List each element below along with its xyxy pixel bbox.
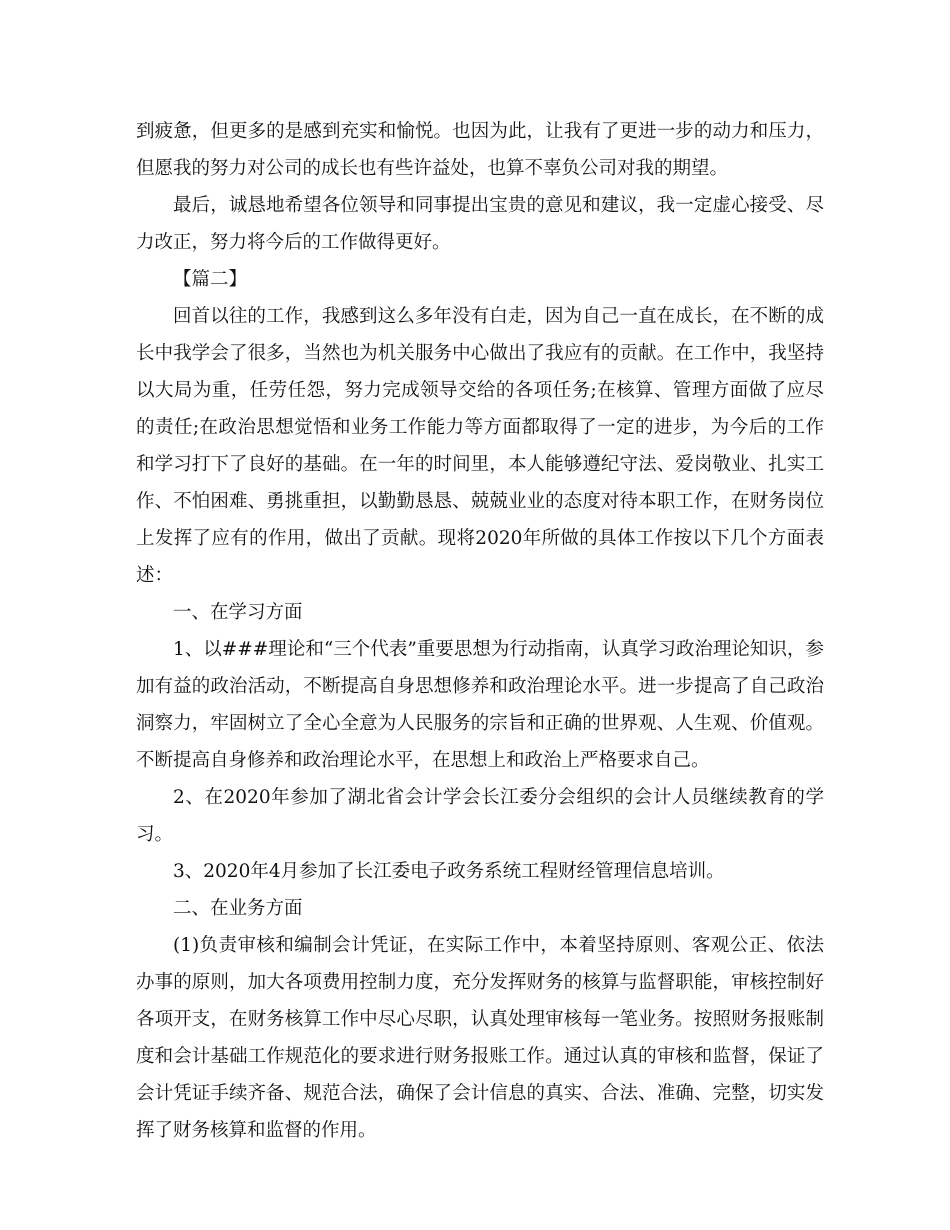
- section-heading: 一、在学习方面: [173, 602, 303, 623]
- list-item: 2、在2020年参加了湖北省会计学会长江委分会组织的会计人员继续教育的学习。: [136, 787, 824, 845]
- list-item: 1、以###理论和“三个代表”重要思想为行动指南，认真学习政治理论知识，参加有益的政治活动，不断提高自身思想修养和政治理论水平。进一步提高了自己政治洞察力，牢固树立了全心全意为人民服务的宗旨和正确的世界观、人生观、价值观。不断提高自身修养和政治理论水平，在思想上和政治上严格要求自己。: [136, 639, 824, 771]
- document-body: [136, 113, 824, 1149]
- paragraph: 到疲惫，但更多的是感到充实和愉悦。也因为此，让我有了更进一步的动力和压力，但愿我的努力对公司的成长也有些许益处，也算不辜负公司对我的期望。: [136, 121, 824, 179]
- section-heading: 二、在业务方面: [173, 898, 303, 919]
- section-heading: 【篇二】: [173, 269, 248, 290]
- list-item: (1)负责审核和编制会计凭证，在实际工作中，本着坚持原则、客观公正、依法办事的原则，加大各项费用控制力度，充分发挥财务的核算与监督职能，审核控制好各项开支，在财务核算工作中尽心尽职，认真处理审核每一笔业务。按照财务报账制度和会计基础工作规范化的要求进行财务报账工作。通过认真的审核和监督，保证了会计凭证手续齐备、规范合法，确保了会计信息的真实、合法、准确、完整，切实发挥了财务核算和监督的作用。: [136, 935, 824, 1141]
- list-item: 3、2020年4月参加了长江委电子政务系统工程财经管理信息培训。: [173, 861, 725, 882]
- paragraph: 最后，诚恳地希望各位领导和同事提出宝贵的意见和建议，我一定虚心接受、尽力改正，努力将今后的工作做得更好。: [136, 195, 824, 253]
- paragraph: 回首以往的工作，我感到这么多年没有白走，因为自己一直在成长，在不断的成长中我学会了很多，当然也为机关服务中心做出了我应有的贡献。在工作中，我坚持以大局为重，任劳任怨，努力完成领导交给的各项任务;在核算、管理方面做了应尽的责任;在政治思想觉悟和业务工作能力等方面都取得了一定的进步，为今后的工作和学习打下了良好的基础。在一年的时间里，本人能够遵纪守法、爱岗敬业、扎实工作、不怕困难、勇挑重担，以勤勤恳恳、兢兢业业的态度对待本职工作，在财务岗位上发挥了应有的作用，做出了贡献。现将2020年所做的具体工作按以下几个方面表述：: [136, 306, 824, 586]
